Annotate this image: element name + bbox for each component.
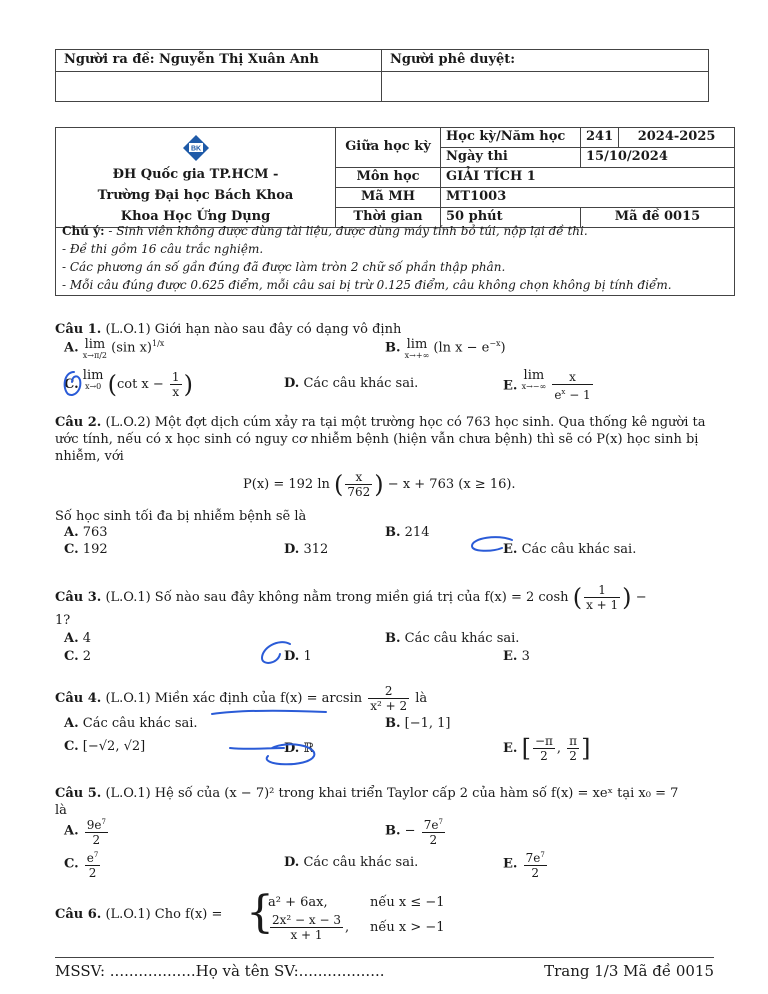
approver-label: Người phê duyệt:	[382, 50, 709, 72]
q3-option-d[interactable]: D. 1	[284, 649, 312, 664]
q5-text: (L.O.1) Hệ số của (x − 7)² trong khai triển Taylor cấp 2 của hàm số f(x) = xeˣ tại x₀ = 7	[105, 786, 679, 801]
footer-student-info: MSSV: ..................Họ và tên SV:..................	[55, 962, 385, 980]
notes-title: Chú ý:	[62, 224, 105, 238]
q1-option-d[interactable]: D. Các câu khác sai.	[284, 376, 419, 391]
university-logo-icon	[181, 134, 211, 162]
university-cell	[56, 128, 336, 228]
university-line2: Trường Đại học Bách Khoa	[97, 188, 294, 203]
q1-option-e[interactable]: E. lim x→−∞ $\frac{x}{e^x - 1}$	[503, 368, 591, 402]
q3-continuation: 1?	[55, 613, 71, 628]
year-value: 2024-2025	[619, 128, 735, 148]
date-value: 15/10/2024	[581, 148, 735, 168]
pen-mark-q4	[228, 736, 320, 772]
q2-label: Câu 2.	[55, 415, 102, 430]
q6-brace: {	[246, 887, 274, 938]
q3-label: Câu 3.	[55, 590, 102, 605]
q2-text: (L.O.2) Một đợt dịch cúm xảy ra tại một trường học có 763 học sinh. Qua thống kê người ta ước tính, nếu có x học sinh có nguy cơ nhiễm bệnh (hiện vẫn chưa bệnh) thì sẽ có P(x) học sinh bị nhiễm, với	[55, 415, 706, 464]
code-label: Mã MH	[336, 188, 441, 208]
q6-cond1: nếu x ≤ −1	[370, 895, 445, 910]
q1-text: (L.O.1) Giới hạn nào sau đây có dạng vô định	[105, 322, 402, 337]
q6-label: Câu 6.	[55, 907, 102, 922]
q5-option-e[interactable]: E. $\frac{7e^7}{2}$	[503, 848, 549, 880]
approver-signature-cell	[382, 71, 709, 101]
author-signature-cell	[56, 71, 382, 101]
question-6	[55, 906, 222, 923]
semester-value: 241	[581, 128, 619, 148]
question-4: Câu 4. (L.O.1) Miền xác định của f(x) = arcsin $\frac{2}{\text{x² + 2}}$ là	[55, 684, 428, 713]
q6-cond2: nếu x > −1	[370, 920, 445, 935]
signature-table	[55, 49, 709, 102]
svg-text:BK: BK	[190, 145, 201, 153]
q5-option-d[interactable]: D. Các câu khác sai.	[284, 855, 419, 870]
date-label: Ngày thi	[441, 148, 581, 168]
q2-formula: P(x) = 192 ln ( $\frac{x}{762}$ ) − x + 763 (x ≥ 16).	[243, 470, 516, 499]
footer	[55, 962, 714, 982]
time-label: Thời gian	[336, 208, 441, 228]
exam-type: Giữa học kỳ	[336, 128, 441, 168]
pen-mark-q1	[60, 368, 90, 400]
q5-continuation: là	[55, 803, 67, 818]
q4-label: Câu 4.	[55, 691, 102, 706]
exam-header-table	[55, 127, 735, 228]
code-value: MT1003	[441, 188, 735, 208]
q2-option-e[interactable]: E. Các câu khác sai.	[503, 542, 637, 557]
pen-underline-q4	[210, 700, 330, 718]
notes-line3: - Các phương án số gần đúng đã được làm tròn 2 chữ số phần thập phân.	[62, 260, 506, 274]
q1-option-b[interactable]: B. lim x→+∞ (ln $x - e^{-x}$)	[385, 337, 506, 360]
university-line1: ĐH Quốc gia TP.HCM -	[112, 167, 279, 182]
q3-text: (L.O.1) Số nào sau đây không nằm trong miền giá trị của f(x) = 2 cosh	[105, 590, 569, 605]
question-1	[55, 321, 401, 338]
notes-line1: - Sinh viên không được dùng tài liệu, được dùng máy tính bỏ túi, nộp lại đề thi.	[108, 224, 588, 238]
q4-option-d[interactable]: D. ℝ	[284, 741, 315, 756]
q2-question: Số học sinh tối đa bị nhiễm bệnh sẽ là	[55, 509, 307, 524]
question-2	[55, 414, 715, 465]
exam-notes	[55, 221, 735, 296]
time-value: 50 phút	[441, 208, 581, 228]
q3-option-c[interactable]: C. 2	[64, 649, 92, 664]
q4-option-b[interactable]: B. [−1, 1]	[385, 716, 451, 731]
notes-line2: - Đề thi gồm 16 câu trắc nghiệm.	[62, 242, 264, 256]
q6-case2: $\frac{\text{2x² − x − 3}}{x + 1}$ ,	[272, 913, 350, 942]
question-3: Câu 3. (L.O.1) Số nào sau đây không nằm trong miền giá trị của f(x) = 2 cosh ( $\frac{1}{x + 1}$ ) −	[55, 583, 647, 612]
q5-option-b[interactable]: B. − $\frac{7e^7}{2}$	[385, 815, 447, 847]
q3-option-e[interactable]: E. 3	[503, 649, 530, 664]
q2-option-c[interactable]: C. 192	[64, 542, 108, 557]
pen-mark-q2	[468, 536, 518, 556]
question-5	[55, 785, 715, 802]
q4-option-e[interactable]: E. [ $\frac{-\pi}{2}$ , $\frac{\pi}{2}$ ]	[503, 734, 591, 763]
q2-option-b[interactable]: B. 214	[385, 525, 430, 540]
q3-option-a[interactable]: A. 4	[64, 631, 92, 646]
exam-code: Mã đề 0015	[581, 208, 735, 228]
q4-option-c[interactable]: C. [−√2, √2]	[64, 739, 146, 754]
pen-mark-q3	[258, 640, 298, 668]
subject-value: GIẢI TÍCH 1	[441, 168, 735, 188]
semester-label: Học kỳ/Năm học	[441, 128, 581, 148]
q2-option-a[interactable]: A. 763	[64, 525, 108, 540]
q6-text: (L.O.1) Cho f(x) =	[105, 907, 223, 922]
q1-option-c[interactable]: C. lim x→0 (cot x − $\frac{1}{x}$ )	[64, 368, 193, 399]
q1-option-a[interactable]: A. lim x→π/2 (sin x)$^{1/x}$	[64, 337, 165, 360]
footer-divider	[55, 957, 714, 958]
q5-option-c[interactable]: C. $\frac{e^7}{2}$	[64, 848, 102, 880]
author-label: Người ra đề: Nguyễn Thị Xuân Anh	[56, 50, 382, 72]
subject-label: Môn học	[336, 168, 441, 188]
q5-label: Câu 5.	[55, 786, 102, 801]
q3-option-b[interactable]: B. Các câu khác sai.	[385, 631, 520, 646]
q4-text: (L.O.1) Miền xác định của f(x) = arcsin	[105, 691, 363, 706]
q4-option-a[interactable]: A. Các câu khác sai.	[64, 716, 198, 731]
q1-label: Câu 1.	[55, 322, 102, 337]
footer-page-info: Trang 1/3 Mã đề 0015	[544, 962, 714, 980]
q2-option-d[interactable]: D. 312	[284, 542, 329, 557]
q6-case1: a² + 6ax,	[268, 895, 328, 910]
faculty-name: Khoa Học Ứng Dụng	[120, 209, 271, 224]
q5-option-a[interactable]: A. $\frac{9e^7}{2}$	[64, 815, 110, 847]
notes-line4: - Mỗi câu đúng được 0.625 điểm, mỗi câu sai bị trừ 0.125 điểm, câu không chọn không bị tính điểm.	[62, 278, 672, 292]
